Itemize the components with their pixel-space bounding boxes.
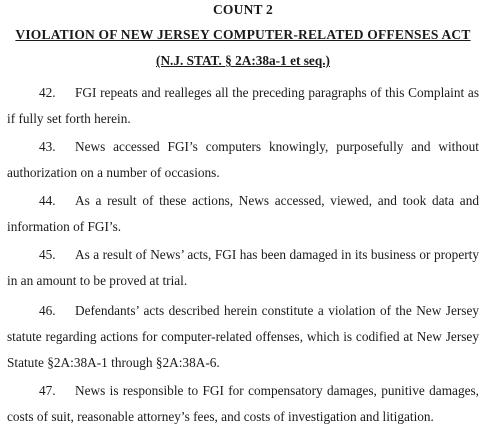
paragraph-number: 45. xyxy=(39,247,56,262)
paragraph-44 xyxy=(7,188,479,240)
paragraph-45 xyxy=(7,242,479,294)
paragraph-text: News is responsible to FGI for compensatory damages, punitive damages, costs of suit, reasonable attorney’s fees, and costs of investigation and litigation. xyxy=(7,383,479,424)
count-heading: COUNT 2 xyxy=(212,2,274,17)
paragraph-text: News accessed FGI’s computers knowingly, purposefully and without authorization on a number of occasions. xyxy=(7,139,479,180)
paragraph-text: As a result of these actions, News accessed, viewed, and took data and information of FGI’s. xyxy=(7,193,479,234)
paragraph-text: As a result of News’ acts, FGI has been damaged in its business or property in an amount to be proved at trial. xyxy=(7,247,479,288)
paragraph-46 xyxy=(7,298,479,376)
paragraph-text: FGI repeats and realleges all the preceding paragraphs of this Complaint as if fully set forth herein. xyxy=(7,85,479,126)
paragraph-text: Defendants’ acts described herein constitute a violation of the New Jersey statute regarding actions for computer-related offenses, which is codified at New Jersey Statute §2A:38A-1 through §2A:38A-6. xyxy=(7,303,479,370)
paragraph-number: 47. xyxy=(39,383,56,398)
paragraph-47 xyxy=(7,378,479,430)
statute-heading: (N.J. STAT. § 2A:38a-1 et seq.) xyxy=(156,53,330,68)
act-heading: VIOLATION OF NEW JERSEY COMPUTER-RELATED OFFENSES ACT xyxy=(15,27,471,42)
paragraph-43 xyxy=(7,134,479,186)
paragraph-number: 43. xyxy=(39,139,56,154)
paragraph-42 xyxy=(7,80,479,132)
paragraph-number: 42. xyxy=(39,85,56,100)
paragraph-number: 46. xyxy=(39,303,56,318)
paragraph-number: 44. xyxy=(39,193,56,208)
